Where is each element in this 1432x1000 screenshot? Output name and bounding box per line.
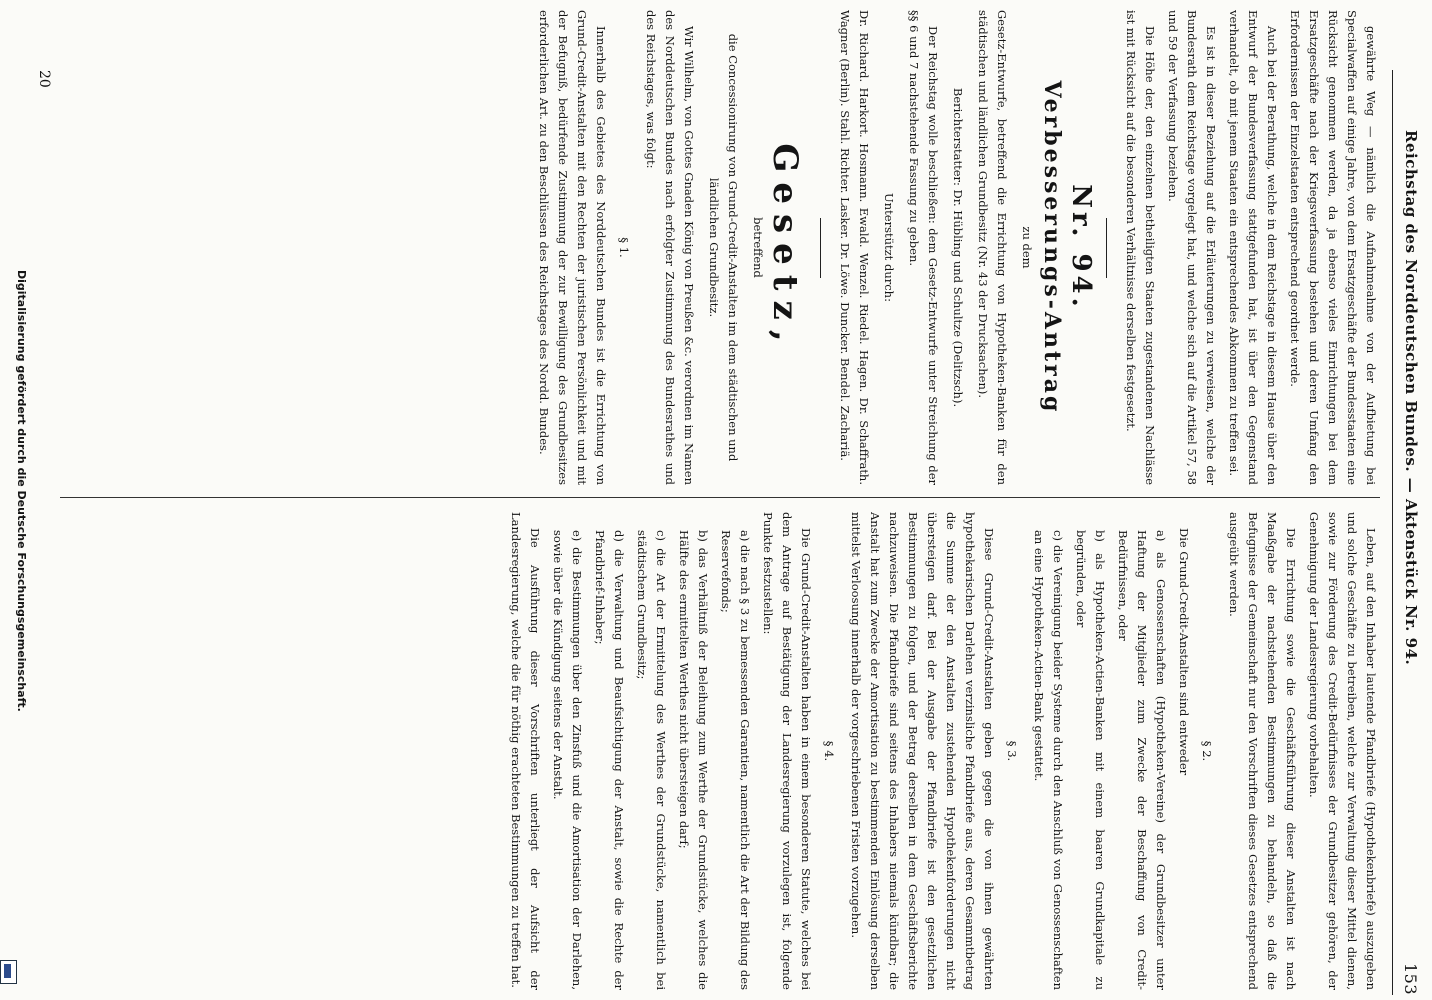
section-4-intro: Die Grund-Credit-Anstalten haben in einem besonderen Statute, welches bei dem Antrage auf Bestätigung der Landesregierung vorzulegen ist, folgende Punkte festzustellen: bbox=[761, 512, 813, 990]
page-header bbox=[1392, 10, 1424, 995]
document-number-title: Nr. 94. bbox=[1066, 184, 1096, 311]
column-left-of-page bbox=[50, 512, 1380, 990]
motion-title: Verbesserungs-Antrag bbox=[1039, 80, 1065, 415]
paragraph: Es ist in dieser Beziehung auf die Erläuterungen zu verweisen, welche der Bundesrath dem Reichstage vorgelegt hat, und welche sich auf die Artikel 57, 58 und 59 der Verfassung beziehen. bbox=[1166, 10, 1218, 485]
column-rule bbox=[60, 497, 1380, 498]
dfg-logo-icon bbox=[0, 960, 17, 984]
proposal-text: Der Reichstag wolle beschließen: dem Gesetz-Entwurfe unter Streichung der §§ 6 und 7 nachstehende Fassung zu geben. bbox=[907, 10, 940, 485]
section-2-label: § 2. bbox=[1200, 740, 1214, 762]
section-3-label: § 3. bbox=[1005, 740, 1019, 762]
law-title: Gesetz, bbox=[765, 143, 805, 352]
section-divider bbox=[1106, 218, 1107, 278]
motion-subject: Gesetz-Entwurfe, betreffend die Errichtung von Hypotheken-Banken für den städtischen und ländlichen Grundbesitz (Nr. 43 der Drucksachen). bbox=[976, 10, 1009, 485]
signature-number: 20 bbox=[36, 70, 52, 88]
paragraph: Auch bei der Berathung, welche in dem Reichstage in diesem Hause über den Entwurf der Bundesverfassung stattgefunden hat, ist über den Gegenstand verhandelt, ob mit jenem Staaten ein entsprechendes Abkommen zu treffen sei. bbox=[1227, 10, 1279, 485]
supporters-list: Dr. Richard. Harkort. Hosmann. Ewald. Wenzel. Riedel. Hagen. Dr. Schaffrath. Wagner (Berlin). Stahl. Richter. Lasker. Dr. Löwe. Duncker. Bendel. Zachariä. bbox=[838, 10, 871, 485]
section-divider bbox=[820, 218, 821, 278]
digitization-credit: Digitalisierung gefördert durch die Deutsche Forschungsgemeinschaft. bbox=[15, 270, 28, 712]
list-item: c) die Vereinigung beider Systeme durch den Anschluß von Genossenschaften an eine Hypotheken-Actien-Bank gestattet. bbox=[1032, 530, 1065, 990]
law-concerning-label: betreffend bbox=[751, 217, 765, 278]
list-item: a) die nach § 3 zu bemessenden Garantien, namentlich die Art der Bildung des Reservefonds; bbox=[719, 530, 752, 990]
section-1-text: Innerhalb des Gebietes des Norddeutschen Bundes ist die Errichtung von Grund-Credit-Anstalten mit den Rechten der juristischen Persönlichkeit und mit der Befugniß, bedürfende Zustimmung der zur Bewilligung des Grundbesitzes erforderlichen Art. zu den Beschlüssen des Reichstages des Nordd. Bundes. bbox=[537, 10, 608, 485]
law-subject: die Concessionirung von Grund-Credit-Anstalten im dem städtischen und ländlichen Grundbesitz. bbox=[707, 33, 740, 462]
reporter-line: Berichterstatter: Dr. Hübling und Schultze (Delitzsch). bbox=[951, 87, 965, 408]
section-3-text: Diese Grund-Credit-Anstalten geben gegen die von ihnen gewährten hypothekarischen Darlehen verzinsliche Pfandbriefe aus, deren Gesammtbetrag die Summe der den Anstalten zustehenden Hypothekenforderungen nicht übersteigen darf. Bei der Ausgabe der Pfandbriefe ist den gesetzlichen Bestimmungen zu folgen, und der Betrag derselben in dem Geschäftsberichte nachzuweisen. Die Pfandbriefe sind seitens des Inhabers niemals kündbar; die Anstalt hat zum Zwecke der Amortisation zu bestimmenden Einlösung derselben mittelst Verloosung innerhalb der vorgeschriebenen Fristen vorzugehen. bbox=[849, 512, 996, 990]
to-label: zu dem bbox=[1020, 226, 1034, 269]
paragraph: Die Höhe der, den einzelnen betheiligten Staaten zugestandenen Nachlässe ist mit Rücksicht auf die besonderen Verhältnisse derselben festgesetzt. bbox=[1124, 10, 1157, 485]
page-number: 153 bbox=[1401, 962, 1420, 995]
section-2-intro: Die Grund-Credit-Anstalten sind entweder bbox=[1177, 528, 1191, 776]
list-item: a) als Genossenschaften (Hypotheken-Vereine) der Grundbesitzer unter Haftung der Mitglieder zum Zwecke der Beschaffung von Credit-Bedürfnissen, oder bbox=[1116, 530, 1168, 990]
closing-paragraph: Die Ausführung dieser Vorschriften unterliegt der Aufsicht der Landesregierung, welche die für nöthig erachteten Bestimmungen zu treffen hat. bbox=[509, 512, 542, 990]
paragraph: gewährte Weg — nämlich die Aufnahmeahme von der Aufbietung bei Specialwaffen auf einige Jahre, von dem Ersatzgeschäfte der Bundesstaaten eine Rücksicht genommen werden, da ja ebenso vieles Einrichtungen bei dem Ersatzgeschäfte nach der Kriegsverfassung bestehen und deren Umfang den Erfordernissen der Einzelstaaten entsprechend geordnet werde. bbox=[1288, 10, 1378, 485]
section-4-label: § 4. bbox=[822, 740, 836, 762]
column-right-of-page bbox=[50, 10, 1380, 485]
header-rule bbox=[1392, 70, 1393, 995]
enacting-formula: Wir Wilhelm, von Gottes Gnaden König von Preußen &c. verordnen im Namen des Norddeutschen Bundes nach erfolgter Zustimmung des Bundesrathes und des Reichstages, was folgt: bbox=[644, 10, 696, 485]
running-head: Reichstag des Norddeutschen Bundes. — Aktenstück Nr. 94. bbox=[1402, 130, 1420, 666]
supported-by-label: Unterstützt durch: bbox=[882, 193, 896, 302]
list-item: e) die Bestimmungen über den Zinsfuß und die Amortisation der Darlehen, sowie über die Kündigung seitens der Anstalt. bbox=[551, 530, 584, 990]
list-item: b) als Hypotheken-Actien-Banken mit einem baaren Grundkapitale zu begründen, oder bbox=[1074, 530, 1107, 990]
section-1-label: § 1. bbox=[617, 237, 631, 258]
paragraph: Die Errichtung sowie die Geschäftsführung dieser Anstalten ist nach Maaßgabe der nachstehenden Bestimmungen zu behandeln, so daß die Befugnisse der Gemeinschaft nur den Vorschriften dieses Gesetzes entsprechend ausgeübt werden. bbox=[1227, 512, 1298, 990]
paragraph: Leben, auf den Inhaber lautende Pfandbriefe (Hypothekenbriefe) auszugeben und solche Geschäfte zu betreiben, welche zur Verwaltung dieser Mittel dienen, sowie zur Förderung des Credit-Bedürfnisses der Grundbesitzer gehören, der Genehmigung der Landesregierung vorbehalten. bbox=[1307, 512, 1378, 990]
list-item: c) die Art der Ermittelung des Werthes der Grundstücke, namentlich bei städtischem Grundbesitz; bbox=[635, 530, 668, 990]
list-item: d) die Verwaltung und Beaufsichtigung der Anstalt, sowie die Rechte der Pfandbrief-Inhaber; bbox=[593, 530, 626, 990]
list-item: b) das Verhältniß der Beleihung zum Werthe der Grundstücke, welches die Hälfte des ermittelten Werthes nicht übersteigen darf; bbox=[677, 530, 710, 990]
